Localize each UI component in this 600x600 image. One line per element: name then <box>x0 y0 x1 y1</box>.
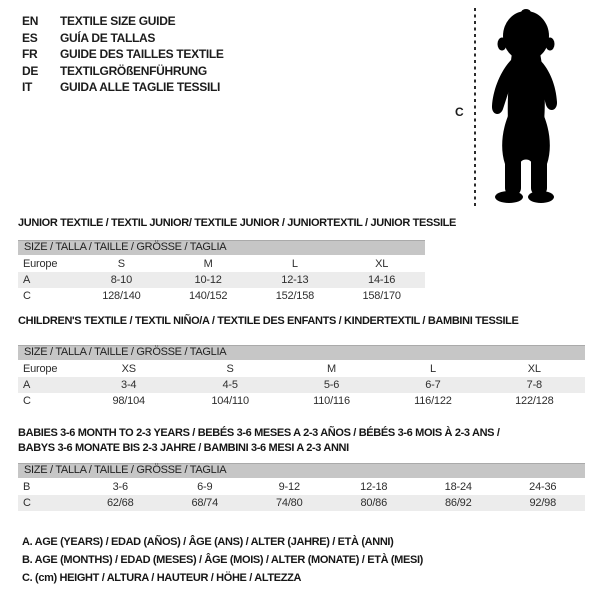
language-label: GUÍA DE TALLAS <box>60 30 156 45</box>
table-cell: L <box>291 258 298 270</box>
table-cell: 5-6 <box>323 379 340 391</box>
table-title: JUNIOR TEXTILE / TEXTIL JUNIOR/ TEXTILE JUNIOR / JUNIORTEXTIL / JUNIOR TESSILE <box>18 217 457 229</box>
table-cell: 18-24 <box>444 481 472 493</box>
junior-textile-table <box>18 216 457 304</box>
language-row-fr <box>22 46 224 63</box>
table-cell: 6-7 <box>425 379 441 391</box>
table-row <box>18 256 425 272</box>
language-row-en <box>22 13 224 30</box>
language-row-es <box>22 30 224 47</box>
table-cell: XL <box>375 258 389 270</box>
size-header-bar: SIZE / TALLA / TAILLE / GRÖSSE / TAGLIA <box>18 463 585 478</box>
table-row <box>18 361 585 377</box>
language-code: ES <box>22 30 38 45</box>
table-cell: 74/80 <box>275 497 303 509</box>
table-rows <box>18 479 585 511</box>
table-cell: 86/92 <box>444 497 472 509</box>
childrens-textile-table <box>18 314 585 409</box>
table-cell: L <box>429 363 436 375</box>
table-title-group <box>18 314 585 329</box>
table-cell: 10-12 <box>194 274 222 286</box>
row-label: C <box>23 290 31 302</box>
language-code: IT <box>22 80 33 94</box>
table-cell: 110/116 <box>313 395 350 407</box>
height-measure-label: C <box>455 105 464 119</box>
table-cell: 68/74 <box>191 497 219 509</box>
row-label: A <box>23 274 31 286</box>
row-label: C <box>23 395 31 407</box>
table-cell: 104/110 <box>211 395 249 407</box>
language-label: GUIDE DES TAILLES TEXTILE <box>60 47 224 61</box>
table-cell: 3-4 <box>121 379 137 391</box>
row-label: A <box>23 379 31 391</box>
table-rows <box>18 361 585 409</box>
language-row-it <box>22 79 224 96</box>
language-row-de <box>22 63 224 80</box>
height-dotted-line <box>474 8 476 208</box>
table-title: BABIES 3-6 MONTH TO 2-3 YEARS / BEBÉS 3-6 MESES A 2-3 AÑOS / BÉBÉS 3-6 MOIS À 2-3 ANS / <box>18 427 500 439</box>
table-cell: 12-13 <box>281 274 309 286</box>
table-cell: M <box>203 258 213 270</box>
language-label: GUIDA ALLE TAGLIE TESSILI <box>60 80 221 94</box>
table-cell: 128/140 <box>102 290 141 302</box>
table-cell: S <box>117 258 125 270</box>
legend-footnotes <box>22 533 423 587</box>
table-cell: 98/104 <box>112 395 145 407</box>
table-row <box>18 288 425 304</box>
table-cell: 116/122 <box>414 395 452 407</box>
language-label: TEXTILE SIZE GUIDE <box>60 14 176 28</box>
table-cell: 62/68 <box>106 497 134 509</box>
language-title-list <box>22 13 224 96</box>
table-row <box>18 479 585 495</box>
row-label: Europe <box>23 363 58 375</box>
language-code: FR <box>22 47 38 61</box>
table-rows <box>18 256 425 304</box>
size-header-bar: SIZE / TALLA / TAILLE / GRÖSSE / TAGLIA <box>18 240 425 255</box>
table-cell: 9-12 <box>278 481 300 493</box>
table-row <box>18 393 585 409</box>
table-cell: M <box>327 363 336 375</box>
table-row <box>18 272 425 288</box>
language-code: DE <box>22 63 39 78</box>
table-cell: 80/86 <box>360 497 388 509</box>
table-cell: 24-36 <box>529 481 557 493</box>
footnote-height-cm: C. (cm) HEIGHT / ALTURA / HAUTEUR / HÖHE / ALTEZZA <box>22 572 302 584</box>
table-cell: 92/98 <box>529 497 557 509</box>
table-title-group <box>18 216 457 231</box>
table-title-group <box>18 426 585 456</box>
language-code: EN <box>22 14 39 28</box>
baby-silhouette-image <box>480 6 572 208</box>
table-cell: 8-10 <box>110 274 132 286</box>
babies-textile-table <box>18 426 585 511</box>
table-cell: 152/158 <box>275 290 315 302</box>
row-label: Europe <box>23 258 58 270</box>
language-label: TEXTILGRÖßENFÜHRUNG <box>60 63 207 78</box>
table-cell: 122/128 <box>515 395 554 407</box>
row-label: C <box>23 497 31 509</box>
table-title: BABYS 3-6 MONATE BIS 2-3 JAHRE / BAMBINI 3-6 MESI A 2-3 ANNI <box>18 442 349 454</box>
table-cell: XL <box>527 363 541 375</box>
table-cell: 158/170 <box>362 290 401 302</box>
table-cell: 4-5 <box>222 379 238 391</box>
table-cell: XS <box>121 363 136 375</box>
table-row <box>18 377 585 393</box>
table-cell: 3-6 <box>112 481 128 493</box>
table-cell: 12-18 <box>360 481 388 493</box>
size-header-bar: SIZE / TALLA / TAILLE / GRÖSSE / TAGLIA <box>18 345 585 360</box>
table-cell: S <box>226 363 234 375</box>
table-cell: 14-16 <box>368 274 396 286</box>
table-cell: 6-9 <box>197 481 213 493</box>
table-row <box>18 495 585 511</box>
footnote-age-months: B. AGE (MONTHS) / EDAD (MESES) / ÂGE (MOIS) / ALTER (MONATE) / ETÀ (MESI) <box>22 554 423 566</box>
row-label: B <box>23 481 31 493</box>
footnote-age-years: A. AGE (YEARS) / EDAD (AÑOS) / ÂGE (ANS) / ALTER (JAHRE) / ETÀ (ANNI) <box>22 536 394 548</box>
table-cell: 140/152 <box>188 290 228 302</box>
table-cell: 7-8 <box>526 379 542 391</box>
table-title: CHILDREN'S TEXTILE / TEXTIL NIÑO/A / TEXTILE DES ENFANTS / KINDERTEXTIL / BAMBINI TESSILE <box>18 315 519 327</box>
